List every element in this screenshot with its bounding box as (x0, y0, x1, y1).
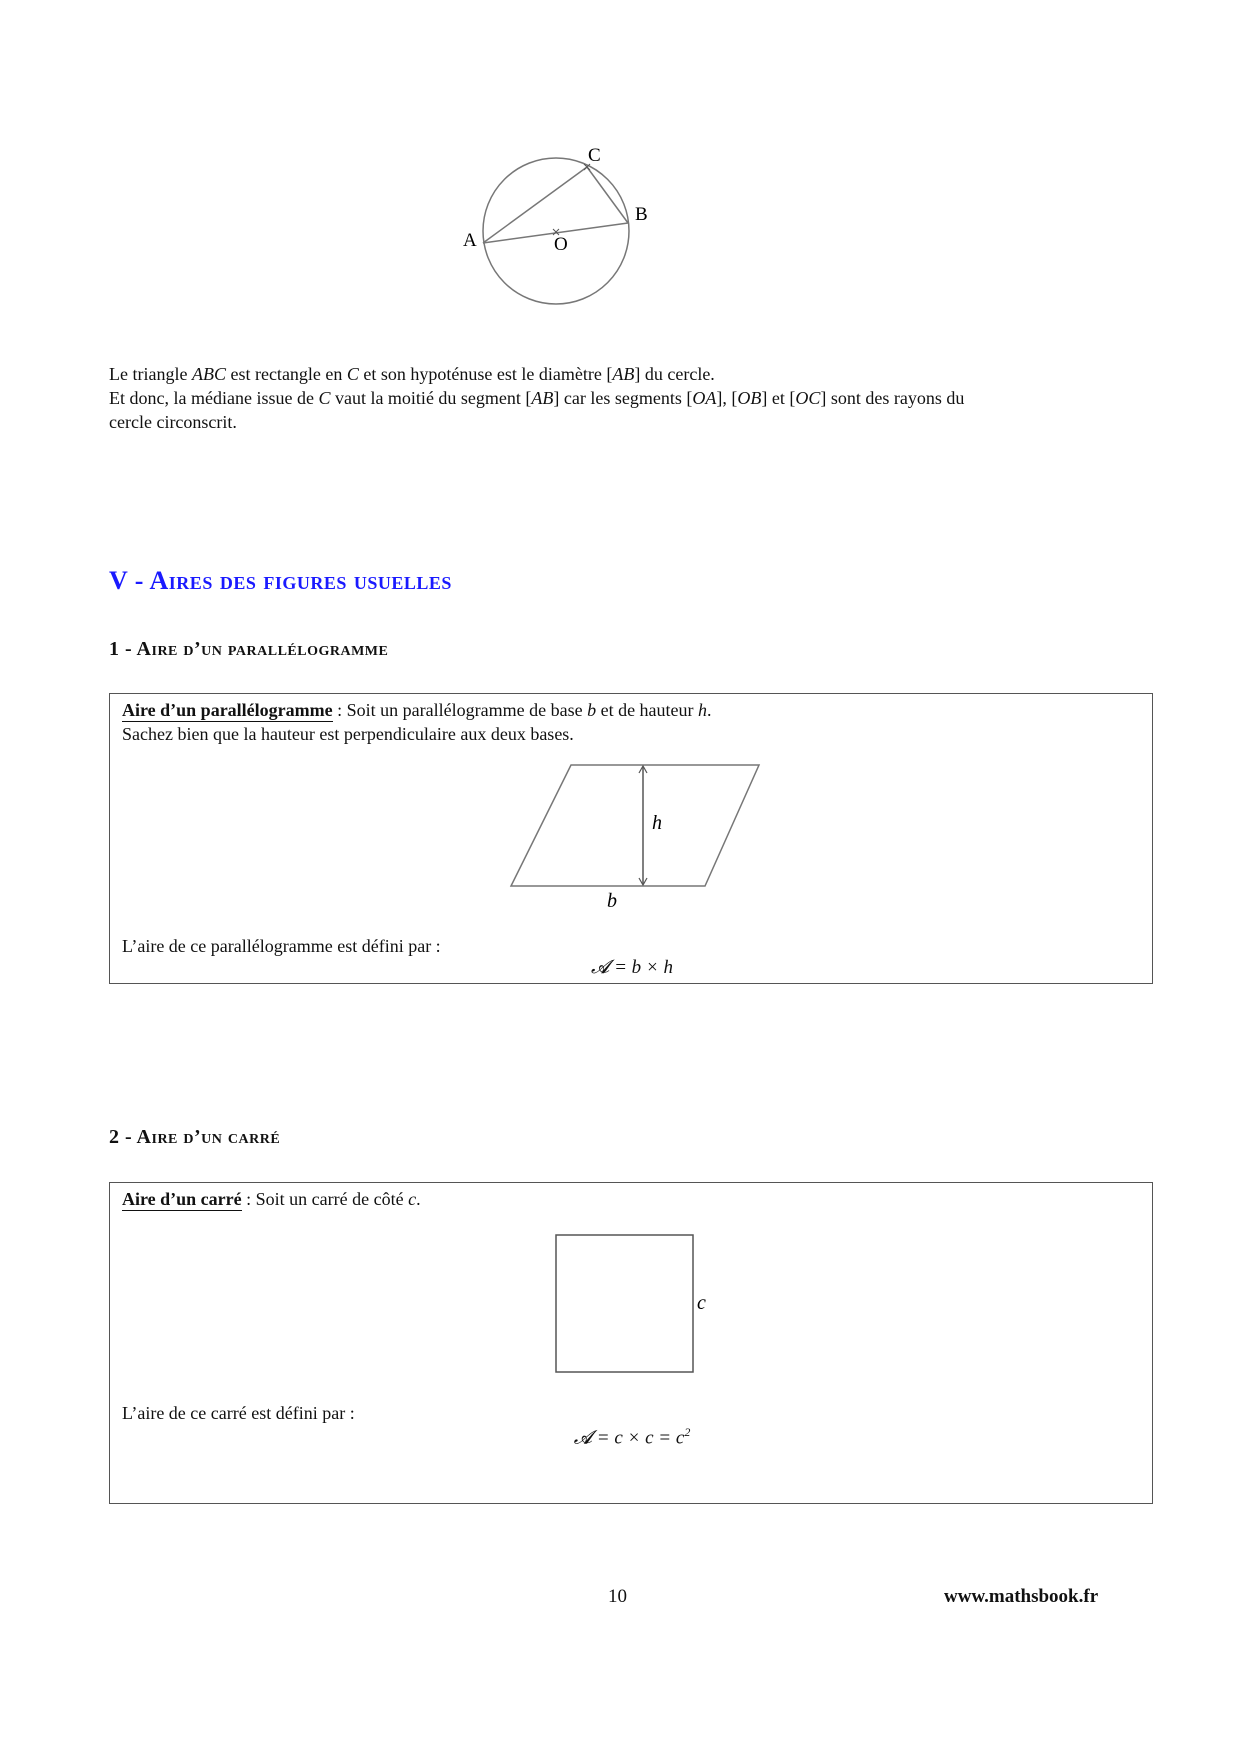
square-box (109, 1182, 1153, 1504)
square-shape (556, 1235, 693, 1372)
definition-term: Aire d’un parallélogramme (122, 700, 333, 720)
square-definition: Aire d’un carré : Soit un carré de côté c. (122, 1189, 421, 1209)
label-b-base: b (607, 890, 617, 912)
intro-line-3: cercle circonscrit. (109, 412, 237, 432)
circumscribed-circle (483, 158, 629, 304)
label-o: O (554, 234, 568, 255)
label-c: C (588, 145, 601, 166)
parallelogram-formula: 𝓐 = b × h (591, 957, 673, 978)
definition-term: Aire d’un carré (122, 1189, 242, 1209)
label-c-side: c (697, 1292, 706, 1314)
parallelogram-def-line-2: Sachez bien que la hauteur est perpendiculaire aux deux bases. (122, 724, 574, 744)
parallelogram-shape (511, 765, 759, 886)
parallelogram-definition (122, 698, 1132, 746)
label-b: B (635, 204, 648, 225)
intro-paragraph (109, 362, 1139, 434)
square-figure (555, 1234, 725, 1376)
subsection-1-title: 1 - Aire d’un parallélogramme (109, 638, 389, 660)
intro-line-1: Le triangle ABC est rectangle en C et son hypoténuse est le diamètre [AB] du cercle. (109, 364, 715, 384)
square-formula: 𝓐 = $c \times c = c^2$ (573, 1425, 691, 1449)
square-area-text: L’aire de ce carré est défini par : (122, 1403, 355, 1423)
section-title: V - Aires des figures usuelles (109, 566, 452, 595)
parallelogram-figure (500, 764, 780, 924)
circle-figure (455, 140, 695, 320)
parallelogram-box (109, 693, 1153, 984)
footer-website[interactable]: www.mathsbook.fr (944, 1586, 1099, 1607)
parallelogram-def-line-1: Aire d’un parallélogramme : Soit un parallélogramme de base b et de hauteur h. (122, 700, 712, 720)
subsection-2-title: 2 - Aire d’un carré (109, 1126, 281, 1148)
label-h: h (652, 812, 662, 834)
page-number: 10 (608, 1586, 627, 1607)
label-a: A (463, 230, 477, 251)
parallelogram-area-text: L’aire de ce parallélogramme est défini par : (122, 936, 441, 956)
intro-line-2: Et donc, la médiane issue de C vaut la moitié du segment [AB] car les segments [OA], [OB] et [OC] sont des rayons du (109, 388, 965, 408)
segment-ac (483, 167, 587, 243)
segment-cb (587, 167, 628, 223)
